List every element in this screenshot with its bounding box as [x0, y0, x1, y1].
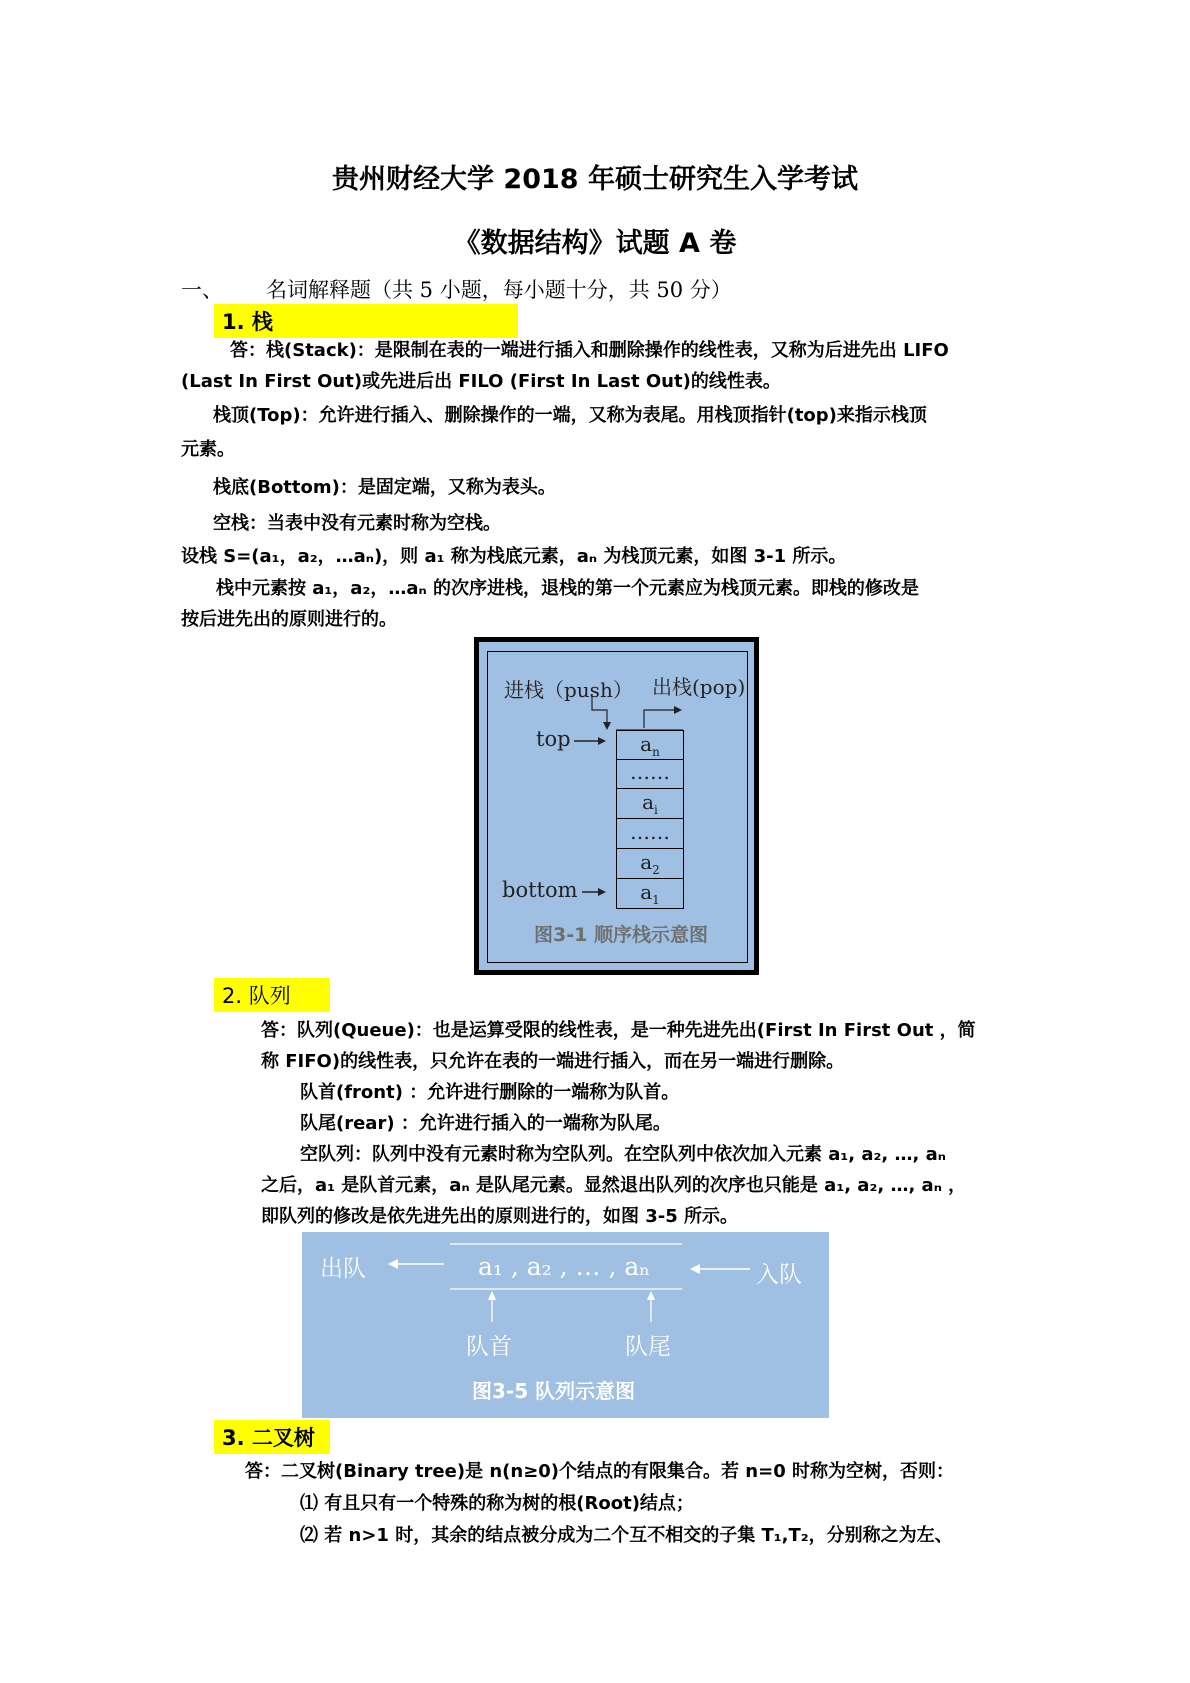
q2-line1: 答：队列(Queue)：也是运算受限的线性表，是一种先进先出(First In First Out ，简: [261, 1020, 976, 1041]
queue-sequence: a₁ , a₂ , … , aₙ: [478, 1252, 651, 1281]
q1-line3: 栈顶(Top)：允许进行插入、删除操作的一端，又称为表尾。用栈顶指针(top)来指示栈顶: [213, 405, 927, 426]
section-title: 名词解释题（共 5 小题，每小题十分，共 50 分）: [266, 278, 732, 302]
push-label: 进栈（push）: [504, 678, 633, 702]
q2-line4: 队尾(rear) ：允许进行插入的一端称为队尾。: [300, 1113, 671, 1134]
exam-title: 贵州财经大学 2018 年硕士研究生入学考试: [332, 164, 858, 195]
exam-subtitle: 《数据结构》试题 A 卷: [453, 228, 737, 259]
q2-line7: 即队列的修改是依先进先出的原则进行的，如图 3-5 所示。: [261, 1206, 739, 1227]
q2-heading: 2. 队列: [214, 978, 330, 1012]
section-number: 一、: [181, 278, 223, 302]
q3-line1: 答：二叉树(Binary tree)是 n(n≥0)个结点的有限集合。若 n=0 时称为空树，否则：: [245, 1461, 954, 1482]
q2-line3: 队首(front) ：允许进行删除的一端称为队首。: [300, 1082, 680, 1103]
stack-figure: [474, 637, 759, 975]
enqueue-label: 入队: [756, 1262, 802, 1288]
stack-cell-a1: $a_1$: [616, 879, 684, 909]
q3-line3: ⑵ 若 n>1 时，其余的结点被分成为二个互不相交的子集 T₁,T₂，分别称之为左、: [300, 1525, 953, 1546]
stack-caption: 图3-1 顺序栈示意图: [534, 924, 708, 946]
q2-line2: 称 FIFO)的线性表，只允许在表的一端进行插入，而在另一端进行删除。: [261, 1051, 845, 1072]
dequeue-label: 出队: [320, 1256, 366, 1282]
q3-heading: 3. 二叉树: [214, 1420, 330, 1454]
stack-cell-a2: $a_2$: [616, 849, 684, 879]
bottom-label: bottom: [502, 878, 578, 902]
q1-heading: 1. 栈: [214, 304, 518, 338]
queue-rear-label: 队尾: [625, 1334, 671, 1360]
queue-figure: [302, 1232, 829, 1418]
stack-cell-dots2: ……: [616, 819, 684, 849]
stack-cell-ai: $a_i$: [616, 789, 684, 819]
top-label: top: [536, 727, 571, 751]
q2-line6: 之后，a₁ 是队首元素，aₙ 是队尾元素。显然退出队列的次序也只能是 a₁, a₂, …, aₙ ，: [261, 1175, 967, 1196]
q3-line2: ⑴ 有且只有一个特殊的称为树的根(Root)结点；: [300, 1493, 694, 1514]
q1-line7: 设栈 S=(a₁，a₂，…aₙ)，则 a₁ 称为栈底元素，aₙ 为栈顶元素，如图 3-1 所示。: [181, 546, 847, 567]
q1-line2: (Last In First Out)或先进后出 FILO (First In Last Out)的线性表。: [181, 371, 781, 392]
q1-line8: 栈中元素按 a₁，a₂，…aₙ 的次序进栈，退栈的第一个元素应为栈顶元素。即栈的修改是: [216, 578, 919, 599]
q2-line5: 空队列：队列中没有元素时称为空队列。在空队列中依次加入元素 a₁, a₂, …, aₙ: [300, 1144, 946, 1165]
pop-label: 出栈(pop): [652, 675, 746, 699]
stack-cell-dots1: ……: [616, 759, 684, 789]
queue-caption: 图3-5 队列示意图: [472, 1379, 636, 1403]
q1-line4: 元素。: [181, 439, 235, 460]
q1-line9: 按后进先出的原则进行的。: [181, 609, 397, 630]
q1-line5: 栈底(Bottom)：是固定端，又称为表头。: [213, 477, 556, 498]
q1-line1: 答：栈(Stack)：是限制在表的一端进行插入和删除操作的线性表，又称为后进先出 LIFO: [230, 340, 949, 361]
stack-cell-an: $a_n$: [616, 730, 684, 760]
q1-line6: 空栈：当表中没有元素时称为空栈。: [213, 513, 501, 534]
queue-front-label: 队首: [466, 1334, 512, 1360]
